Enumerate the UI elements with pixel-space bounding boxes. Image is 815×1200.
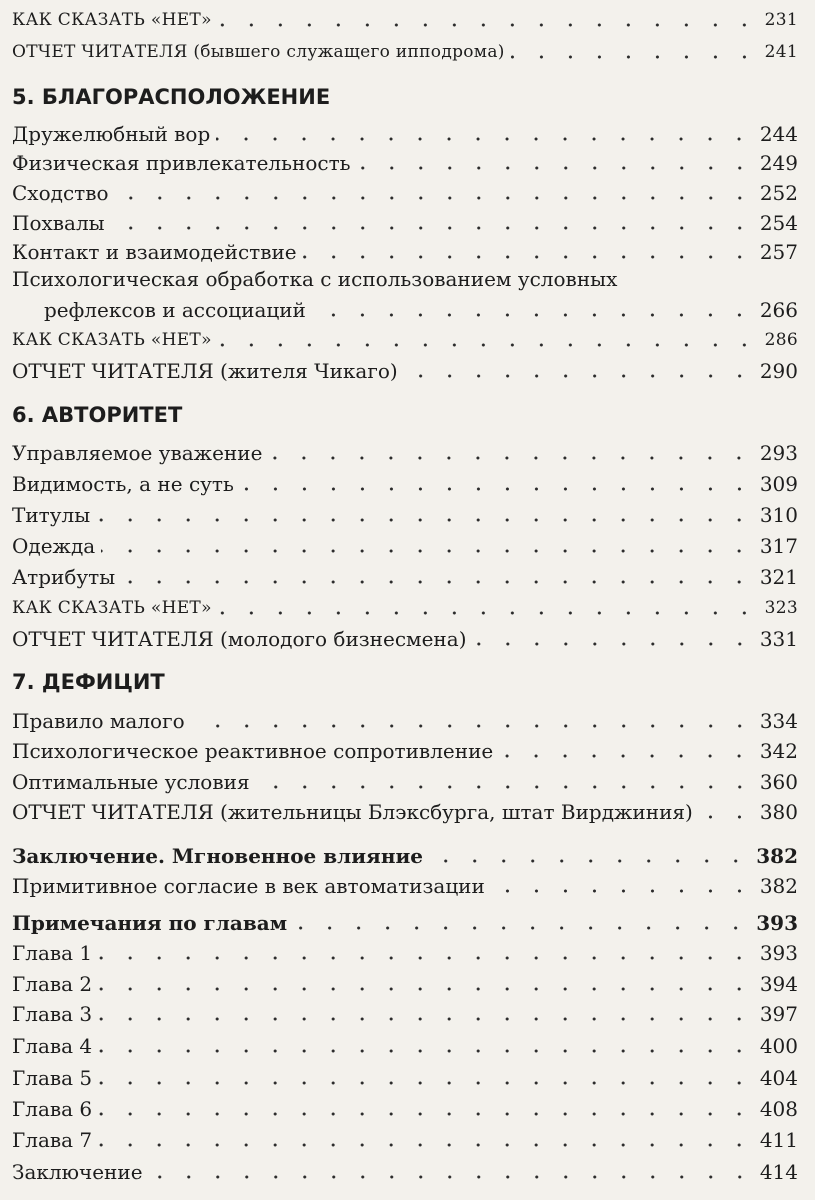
entry-title: Видимость, а не суть [12, 472, 234, 496]
entry-title: Заключение [12, 1160, 143, 1184]
toc-entry [12, 868, 798, 898]
dot-leader [98, 1128, 754, 1152]
toc-entry [12, 1154, 798, 1184]
dot-leader [256, 770, 754, 794]
entry-title: ОТЧЕТ ЧИТАТЕЛЯ (молодого бизнесмена) [12, 627, 467, 651]
entry-title: Атрибуты [12, 565, 116, 589]
toc-entry [12, 234, 798, 264]
entry-title: Глава 3 [12, 1002, 93, 1026]
toc-entry [12, 497, 798, 527]
dot-leader [357, 151, 754, 175]
entry-page: 286 [764, 330, 798, 350]
entry-page: 382 [759, 874, 798, 898]
toc-entry [12, 905, 798, 935]
entry-page: 266 [759, 298, 798, 322]
entry-title: Глава 7 [12, 1128, 93, 1152]
dot-leader [293, 911, 750, 935]
toc-entry [12, 322, 798, 352]
entry-page: 244 [759, 122, 798, 146]
entry-title: Примитивное согласие в век автоматизации [12, 874, 485, 898]
entry-title: ОТЧЕТ ЧИТАТЕЛЯ (бывшего служащего ипподрома) [12, 42, 505, 62]
dot-leader [473, 627, 754, 651]
toc-entry [12, 590, 798, 620]
toc-entry [12, 621, 798, 651]
toc-entry [12, 935, 798, 965]
entry-page: 404 [759, 1066, 798, 1090]
toc-entry [12, 1122, 798, 1152]
entry-title: Физическая привлекательность [12, 151, 351, 175]
entry-page: 408 [759, 1097, 798, 1121]
entry-page: 290 [759, 359, 798, 383]
entry-title: Психологическое реактивное сопротивление [12, 739, 494, 763]
entry-page: 380 [759, 800, 798, 824]
dot-leader [312, 298, 754, 322]
entry-title: рефлексов и ассоциаций [44, 298, 306, 322]
toc-entry [12, 733, 798, 763]
entry-title: Титулы [12, 503, 91, 527]
entry-title: КАК СКАЗАТЬ «НЕТ» [12, 330, 212, 350]
toc-entry [12, 1028, 798, 1058]
toc-entry [12, 205, 798, 235]
entry-page: 360 [759, 770, 798, 794]
toc-entry [44, 292, 798, 322]
dot-leader [240, 472, 754, 496]
toc-entry [12, 353, 798, 383]
dot-leader [98, 1066, 754, 1090]
entry-page: 309 [759, 472, 798, 496]
entry-page: 293 [759, 441, 798, 465]
entry-title: Примечания по главам [12, 911, 288, 935]
entry-page: 382 [756, 844, 798, 868]
toc-entry [12, 1060, 798, 1090]
dot-leader [121, 565, 754, 589]
entry-page: 257 [759, 240, 798, 264]
chapter-heading: 7. ДЕФИЦИТ [12, 670, 165, 694]
toc-entry [12, 116, 798, 146]
entry-page: 323 [764, 598, 798, 618]
dot-leader [303, 240, 754, 264]
chapter-heading: 6. АВТОРИТЕТ [12, 403, 183, 427]
entry-title: Сходство [12, 181, 109, 205]
dot-leader [98, 972, 754, 996]
entry-title: Глава 1 [12, 941, 93, 965]
dot-leader [511, 40, 759, 64]
dot-leader [429, 844, 750, 868]
entry-title: Одежда [12, 534, 96, 558]
toc-entry [12, 528, 798, 558]
dot-leader [404, 359, 754, 383]
dot-leader [218, 328, 759, 352]
entry-title: Глава 2 [12, 972, 93, 996]
toc-entry [12, 794, 798, 824]
entry-page: 393 [759, 941, 798, 965]
entry-title: ОТЧЕТ ЧИТАТЕЛЯ (жителя Чикаго) [12, 359, 398, 383]
toc-entry [12, 145, 798, 175]
dot-leader [499, 739, 754, 763]
entry-page: 321 [759, 565, 798, 589]
entry-title: Заключение. Мгновенное влияние [12, 844, 424, 868]
entry-title: Дружелюбный вор [12, 122, 211, 146]
entry-title: Глава 5 [12, 1066, 93, 1090]
entry-page: 334 [759, 709, 798, 733]
dot-leader [115, 181, 754, 205]
entry-page: 414 [759, 1160, 798, 1184]
entry-page: 317 [759, 534, 798, 558]
toc-entry [12, 838, 798, 868]
entry-title: ОТЧЕТ ЧИТАТЕЛЯ (жительницы Блэксбурга, штат Вирджиния) [12, 800, 693, 824]
entry-page: 231 [764, 10, 798, 30]
dot-leader [98, 941, 754, 965]
dot-leader [96, 503, 754, 527]
chapter-heading: 5. БЛАГОРАСПОЛОЖЕНИЕ [12, 85, 331, 109]
entry-page: 393 [756, 911, 798, 935]
entry-title: КАК СКАЗАТЬ «НЕТ» [12, 10, 212, 30]
entry-title: Глава 4 [12, 1034, 93, 1058]
toc-entry [12, 1091, 798, 1121]
toc-entry [12, 34, 798, 64]
dot-leader [101, 534, 754, 558]
entry-title: Управляемое уважение [12, 441, 263, 465]
entry-page: 394 [759, 972, 798, 996]
toc-entry [12, 2, 798, 32]
toc-entry [12, 966, 798, 996]
dot-leader [268, 441, 753, 465]
dot-leader [98, 1002, 754, 1026]
toc-entry-title-line: Психологическая обработка с использованием условных [12, 267, 618, 291]
toc-entry [12, 703, 798, 733]
entry-page: 411 [759, 1128, 798, 1152]
entry-title: Контакт и взаимодействие [12, 240, 297, 264]
entry-page: 397 [759, 1002, 798, 1026]
dot-leader [699, 800, 754, 824]
toc-entry [12, 175, 798, 205]
entry-title: Правило малого [12, 709, 185, 733]
entry-title: Глава 6 [12, 1097, 93, 1121]
toc-entry [12, 996, 798, 1026]
dot-leader [111, 211, 754, 235]
toc-entry [12, 435, 798, 465]
dot-leader [218, 8, 759, 32]
entry-page: 310 [759, 503, 798, 527]
dot-leader [98, 1034, 754, 1058]
entry-title: КАК СКАЗАТЬ «НЕТ» [12, 598, 212, 618]
toc-entry [12, 764, 798, 794]
dot-leader [491, 874, 754, 898]
dot-leader [191, 709, 754, 733]
entry-page: 254 [759, 211, 798, 235]
entry-page: 331 [759, 627, 798, 651]
toc-entry [12, 466, 798, 496]
toc-entry [12, 559, 798, 589]
dot-leader [149, 1160, 754, 1184]
dot-leader [216, 122, 754, 146]
entry-page: 400 [759, 1034, 798, 1058]
entry-page: 241 [764, 42, 798, 62]
entry-page: 249 [759, 151, 798, 175]
dot-leader [218, 596, 759, 620]
entry-title: Оптимальные условия [12, 770, 250, 794]
entry-title: Похвалы [12, 211, 105, 235]
entry-page: 252 [759, 181, 798, 205]
entry-page: 342 [759, 739, 798, 763]
dot-leader [98, 1097, 754, 1121]
